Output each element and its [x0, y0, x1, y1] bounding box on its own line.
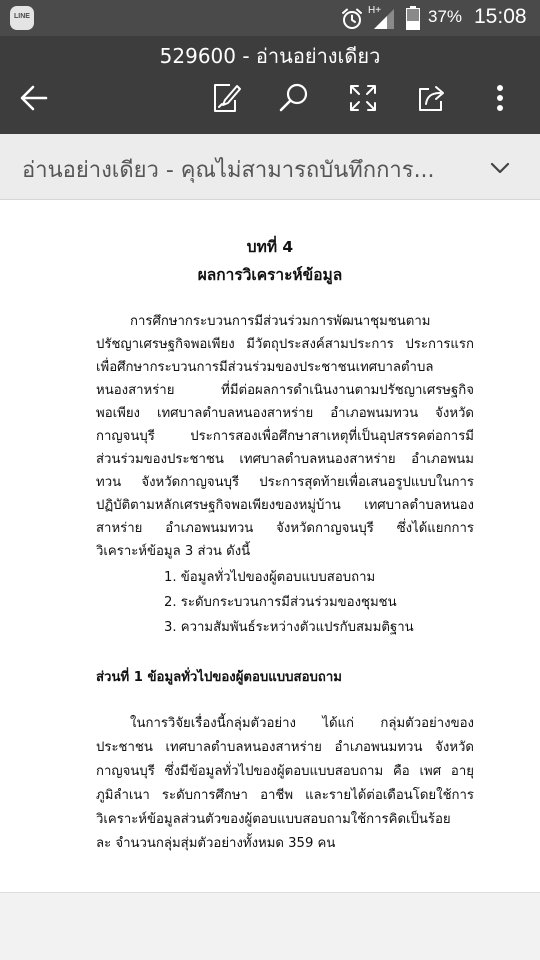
paragraph-line: กาญจนบุรี ซึ่งมีข้อมูลทั่วไปของผู้ตอบแบบสอบถาม คือ เพศ อายุ: [96, 764, 474, 779]
more-vert-icon: [494, 83, 506, 113]
chapter-number: บทที่ 4: [246, 238, 294, 256]
paragraph-line: ละ จำนวนกลุ่มสุ่มตัวอย่างทั้งหมด 359 คน: [96, 836, 336, 851]
signal-icon: [372, 8, 396, 30]
battery-percent: 37%: [428, 7, 463, 26]
paragraph-line: วิเคราะห์ข้อมูล 3 ส่วน ดังนี้: [96, 544, 251, 559]
list-item: 3. ความสัมพันธ์ระหว่างตัวแปรกับสมมติฐาน: [164, 620, 414, 635]
search-button[interactable]: [276, 80, 312, 116]
paragraph-line: พอเพียง เทศบาลตำบลหนองสาหร่าย อำเภอพนมทวน จังหวัด: [96, 406, 474, 421]
list-item: 2. ระดับกระบวนการมีส่วนร่วมของชุมชน: [164, 595, 397, 610]
network-type: H+: [368, 5, 382, 16]
paragraph-line: ในการวิจัยเรื่องนี้กลุ่มตัวอย่าง ได้แก่ กลุ่มตัวอย่างของ: [130, 716, 474, 731]
share-icon: [416, 82, 448, 114]
alarm-icon: [340, 7, 364, 31]
edit-button[interactable]: [208, 80, 244, 116]
line-icon-label: LINE: [14, 13, 30, 20]
paragraph-line: ปรัชญาเศรษฐกิจพอเพียง มีวัตถุประสงค์สามประการ ประการแรก: [96, 337, 474, 352]
app-title: 529600 - อ่านอย่างเดียว: [159, 44, 381, 68]
share-button[interactable]: [414, 80, 450, 116]
paragraph-line: กาญจนบุรี ประการสองเพื่อศึกษาสาเหตุที่เป็นอุปสรรคต่อการมี: [96, 429, 474, 444]
status-bar: [0, 0, 540, 36]
section-heading: ส่วนที่ 1 ข้อมูลทั่วไปของผู้ตอบแบบสอบถาม: [96, 670, 342, 685]
paragraph-line: ส่วนร่วมของประชาชน เทศบาลตำบลหนองสาหร่าย อำเภอพนม: [96, 452, 474, 467]
chevron-down-icon[interactable]: [488, 156, 512, 180]
paragraph-line: สาหร่าย อำเภอพนมทวน จังหวัดกาญจนบุรี ซึ่งได้แยกการ: [96, 521, 474, 536]
fullscreen-button[interactable]: [345, 80, 381, 116]
edit-icon: [210, 82, 242, 114]
document-page[interactable]: [0, 202, 540, 892]
paragraph-line: เพื่อศึกษากระบวนการมีส่วนร่วมของประชาชนเทศบาลตำบล: [96, 360, 434, 375]
paragraph-line: หนองสาหร่าย ที่มีต่อผลการดำเนินงานตามปรัชญาเศรษฐกิจ: [96, 383, 474, 398]
fullscreen-icon: [348, 83, 378, 113]
more-options-button[interactable]: [482, 80, 518, 116]
read-only-banner[interactable]: [0, 134, 540, 200]
list-item: 1. ข้อมูลทั่วไปของผู้ตอบแบบสอบถาม: [164, 570, 376, 585]
page-gap: [0, 892, 540, 960]
paragraph-line: ทวน จังหวัดกาญจนบุรี ประการสุดท้ายเพื่อเสนอรูปแบบในการ: [96, 475, 474, 490]
read-only-banner-title: อ่านอย่างเดียว - คุณไม่สามารถบันทึกการ...: [22, 158, 435, 183]
clock: 15:08: [474, 5, 527, 28]
chapter-title: ผลการวิเคราะห์ข้อมูล: [197, 266, 343, 284]
paragraph-line: ภูมิลำเนา ระดับการศึกษา อาชีพ และรายได้ต่อเดือนโดยใช้การ: [96, 788, 474, 803]
paragraph-line: วิเคราะห์ข้อมูลส่วนตัวของผู้ตอบแบบสอบถามใช้การคิดเป็นร้อย: [96, 812, 451, 827]
paragraph-line: ประชาชน เทศบาลตำบลหนองสาหร่าย อำเภอพนมทวน จังหวัด: [96, 740, 474, 755]
back-arrow-icon: [19, 83, 49, 113]
battery-icon: [406, 6, 420, 30]
paragraph-line: การศึกษากระบวนการมีส่วนร่วมการพัฒนาชุมชนตาม: [130, 314, 431, 329]
back-button[interactable]: [16, 80, 52, 116]
search-icon: [278, 82, 310, 114]
app-bar: [0, 36, 540, 134]
line-icon: [10, 6, 34, 30]
paragraph-line: ปฏิบัติตามหลักเศรษฐกิจพอเพียงของหมู่บ้าน เทศบาลตำบลหนอง: [96, 498, 474, 513]
